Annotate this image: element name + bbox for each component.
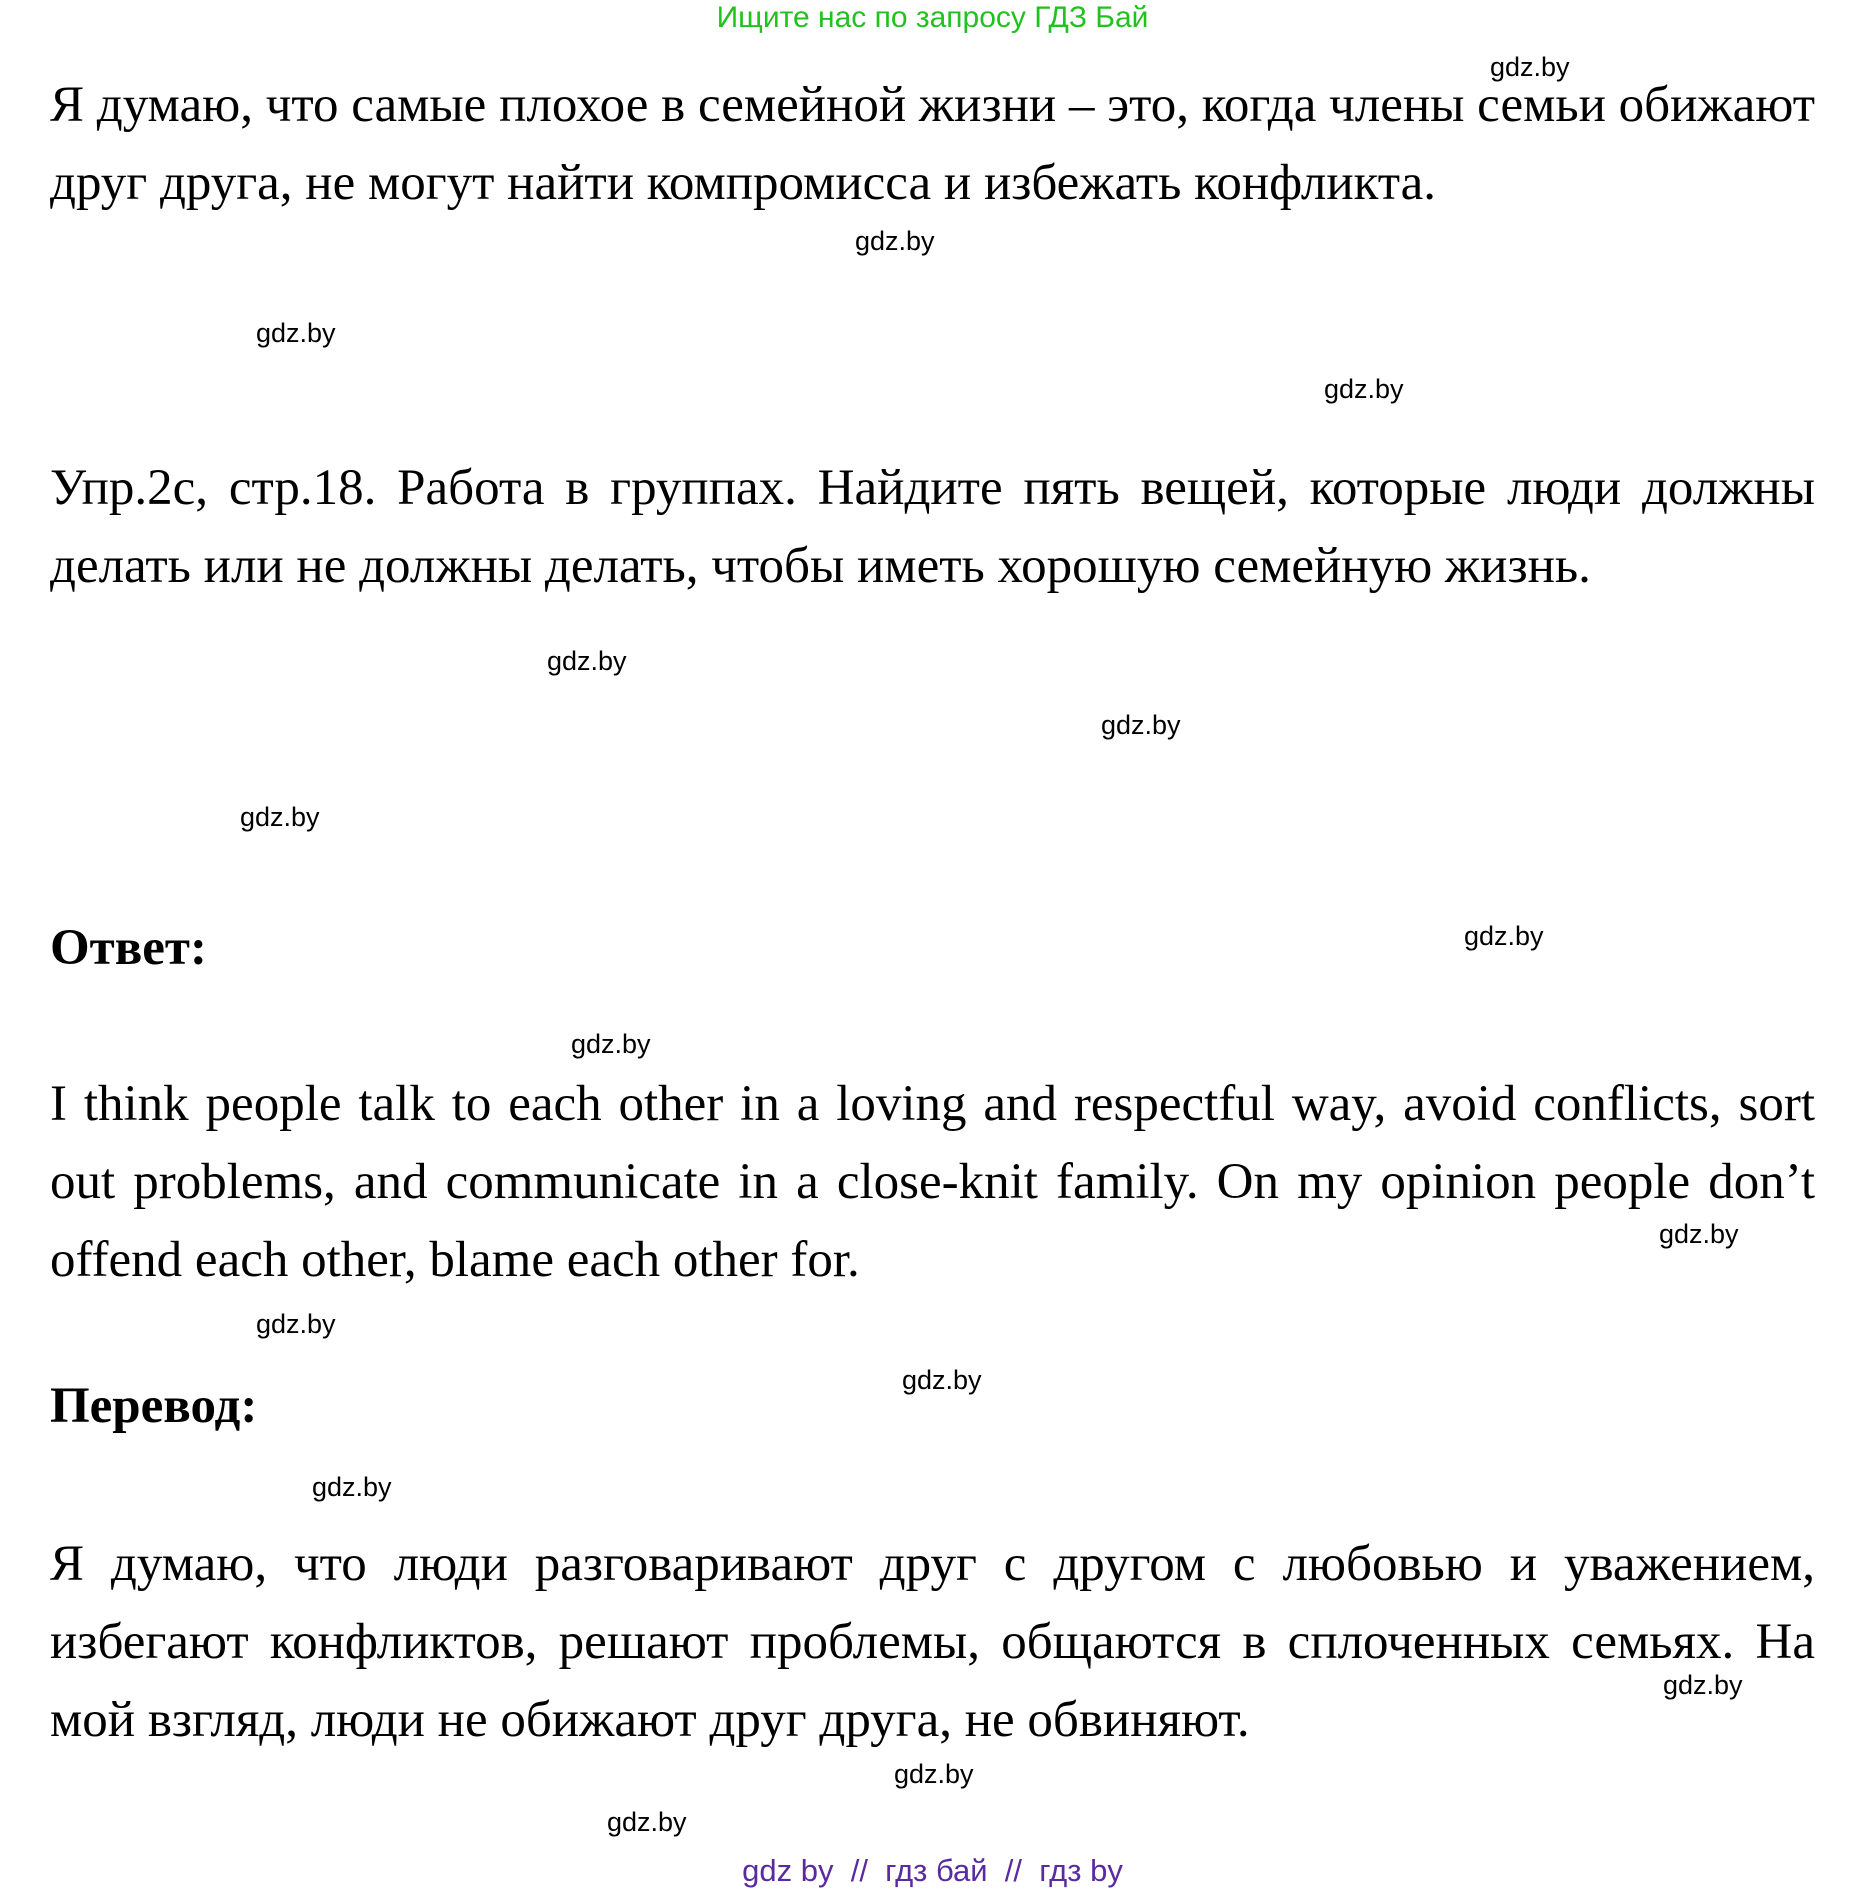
watermark: gdz.by [607, 1807, 687, 1837]
translation-heading: Перевод: [50, 1378, 258, 1434]
watermark: gdz.by [1464, 921, 1544, 951]
watermark: gdz.by [902, 1365, 982, 1395]
watermark: gdz.by [1659, 1219, 1739, 1249]
translation-text: Я думаю, что люди разговаривают друг с другом с любовью и уважением, избегают конфликтов, решают проблемы, общаются в сплоченных семьях. На мой взгляд, люди не обижают друг друга, не обвиняют. [50, 1536, 1815, 1748]
watermark: gdz.by [1101, 710, 1181, 740]
watermark: gdz.by [855, 226, 935, 256]
watermark: gdz.by [894, 1759, 974, 1789]
watermark: gdz.by [547, 646, 627, 676]
footer-links[interactable]: gdz by // гдз бай // гдз by [742, 1853, 1123, 1888]
watermark: gdz.by [1663, 1670, 1743, 1700]
watermark: gdz.by [1490, 52, 1570, 82]
watermark: gdz.by [312, 1472, 392, 1502]
exercise-prompt: Упр.2c, стр.18. Работа в группах. Найдите пять вещей, которые люди должны делать или не должны делать, чтобы иметь хорошую семейную жизнь. [50, 460, 1815, 594]
watermark: gdz.by [571, 1029, 651, 1059]
search-hint-link[interactable]: Ищите нас по запросу ГДЗ Бай [716, 1, 1149, 34]
paragraph-1: Я думаю, что самые плохое в семейной жизни – это, когда члены семьи обижают друг друга, не могут найти компромисса и избежать конфликта. [50, 77, 1815, 211]
answer-text: I think people talk to each other in a loving and respectful way, avoid conflicts, sort out problems, and communicate in a close-knit family. On my opinion people don’t offend each other, blame each other for. [50, 1076, 1815, 1288]
watermark: gdz.by [256, 1309, 336, 1339]
watermark: gdz.by [1324, 374, 1404, 404]
watermark: gdz.by [256, 318, 336, 348]
watermark: gdz.by [240, 802, 320, 832]
answer-heading: Ответ: [50, 920, 207, 976]
